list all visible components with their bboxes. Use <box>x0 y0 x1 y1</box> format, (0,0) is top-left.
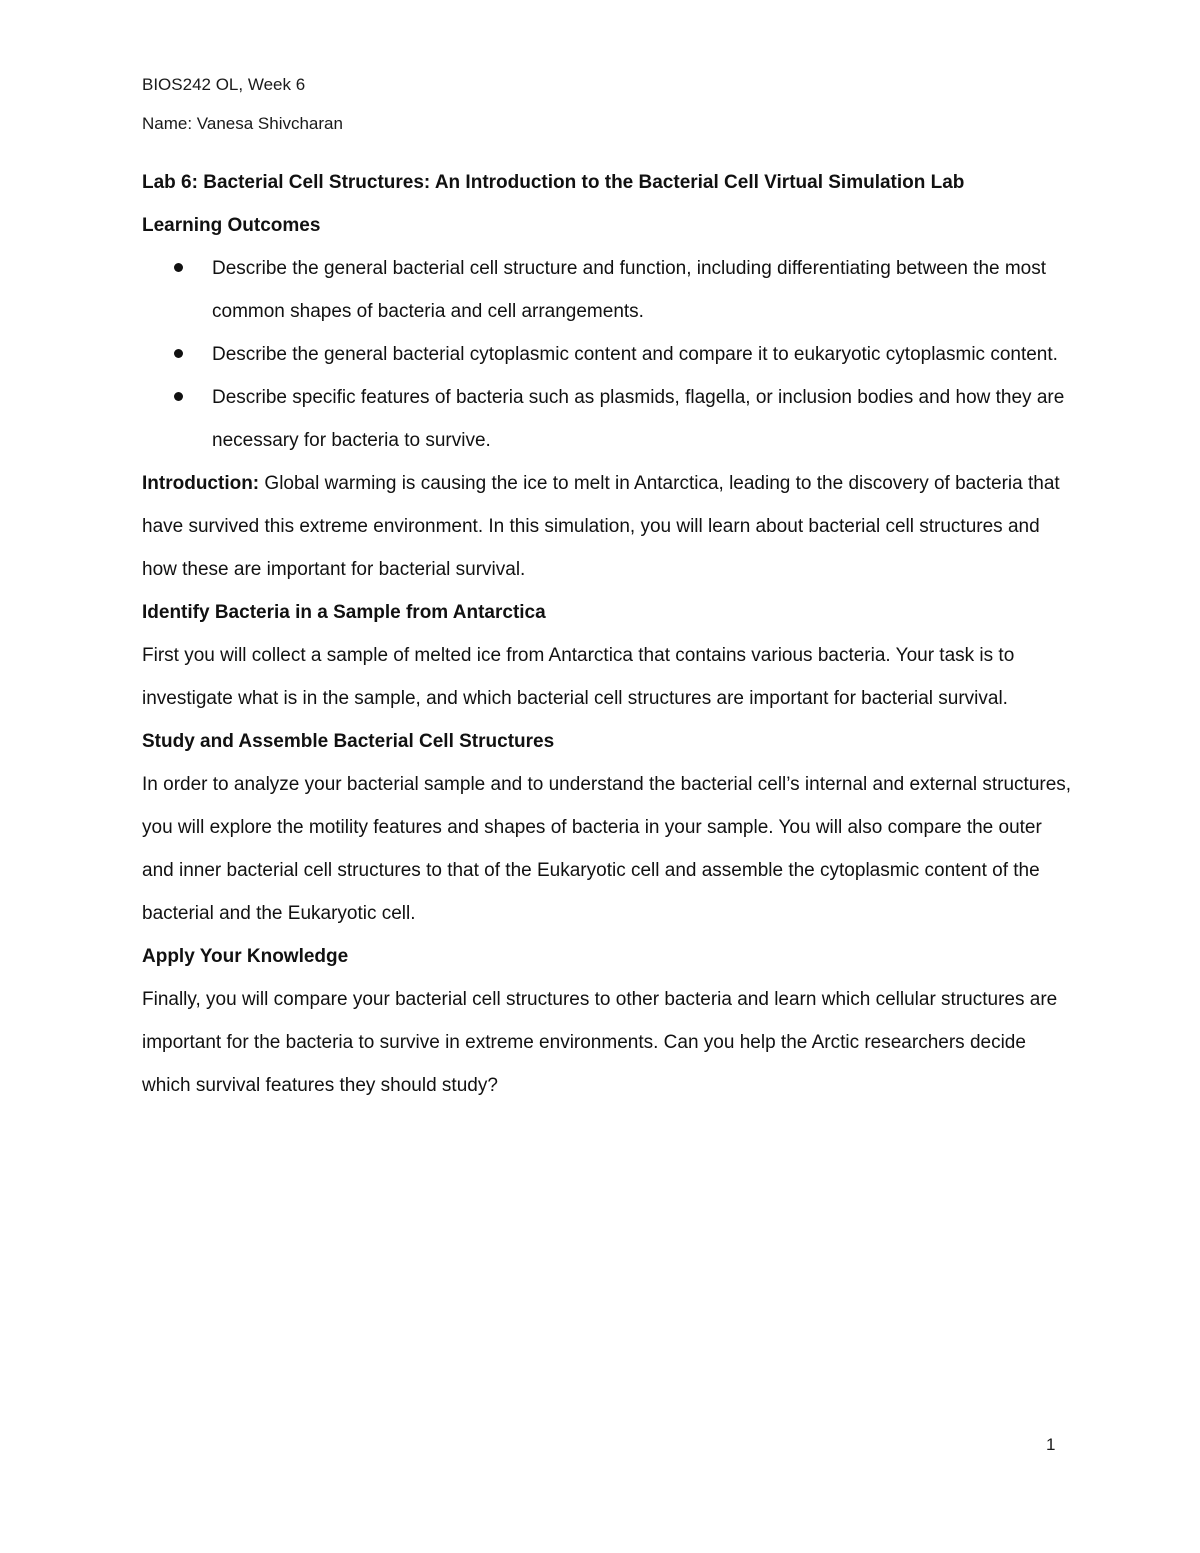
section-heading-apply: Apply Your Knowledge <box>142 946 349 967</box>
section-heading-identify: Identify Bacteria in a Sample from Antarctica <box>142 602 546 623</box>
page-number: 1 <box>1046 1435 1056 1454</box>
bullet-icon <box>174 349 183 358</box>
student-name-line: Name: Vanesa Shivcharan <box>142 114 343 133</box>
introduction-text: Global warming is causing the ice to melt in Antarctica, leading to the discovery of bacteria that have survived this extreme environment. In this simulation, you will learn about bacterial cell structures and how these are important for bacterial survival. <box>142 473 1060 580</box>
course-line: BIOS242 OL, Week 6 <box>142 75 306 94</box>
list-item <box>142 247 1072 333</box>
section-text-study: In order to analyze your bacterial sample and to understand the bacterial cell’s internal and external structures, you will explore the motility features and shapes of bacteria in your sample. You will also compare the outer and inner bacterial cell structures to that of the Eukaryotic cell and assemble the cytoplasmic content of the bacterial and the Eukaryotic cell. <box>142 774 1072 924</box>
section-text-identify: First you will collect a sample of melted ice from Antarctica that contains various bacteria. Your task is to investigate what is in the sample, and which bacterial cell structures are important for bacterial survival. <box>142 645 1015 709</box>
lab-title: Lab 6: Bacterial Cell Structures: An Introduction to the Bacterial Cell Virtual Simulation Lab <box>142 172 965 193</box>
section-text-apply: Finally, you will compare your bacterial cell structures to other bacteria and learn which cellular structures are important for the bacteria to survive in extreme environments. Can you help the Arctic researchers decide which survival features they should study? <box>142 989 1058 1096</box>
outcome-text: Describe the general bacterial cell structure and function, including differentiating between the most common shapes of bacteria and cell arrangements. <box>212 258 1047 322</box>
introduction-label: Introduction: <box>142 473 260 494</box>
bullet-icon <box>174 392 183 401</box>
learning-outcomes-heading: Learning Outcomes <box>142 215 321 236</box>
list-item <box>142 376 1072 462</box>
bullet-icon <box>174 263 183 272</box>
introduction-paragraph <box>142 462 1072 591</box>
learning-outcomes-list <box>142 247 1072 462</box>
outcome-text: Describe specific features of bacteria such as plasmids, flagella, or inclusion bodies and how they are necessary for bacteria to survive. <box>212 387 1065 451</box>
list-item <box>142 333 1072 376</box>
outcome-text: Describe the general bacterial cytoplasmic content and compare it to eukaryotic cytoplasmic content. <box>212 344 1058 365</box>
section-heading-study: Study and Assemble Bacterial Cell Structures <box>142 731 555 752</box>
document-body <box>142 72 1072 1107</box>
